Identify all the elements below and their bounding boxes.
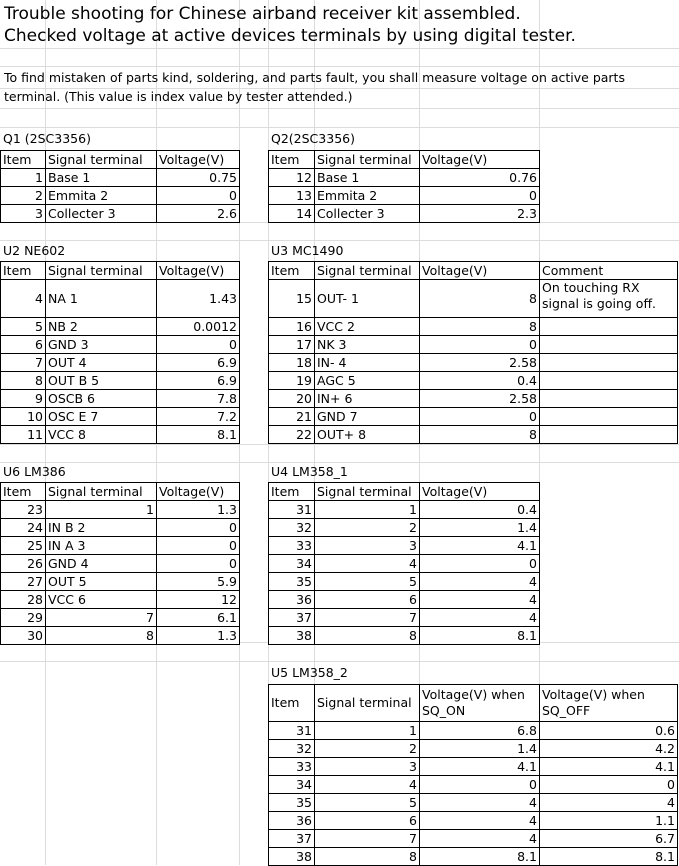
item-cell: 2 (1, 187, 46, 205)
q2-table (268, 150, 540, 223)
item-cell: 34 (269, 776, 315, 794)
item-cell: 35 (269, 794, 315, 812)
signal-cell: NK 3 (315, 336, 420, 354)
table-row (1, 408, 240, 426)
signal-cell: VCC 8 (46, 426, 157, 444)
item-cell: 24 (1, 519, 46, 537)
header-signal: Signal terminal (46, 151, 157, 169)
table-row (1, 169, 240, 187)
item-cell: 37 (269, 830, 315, 848)
intro-line-1: To find mistaken of parts kind, soldering, and parts fault, you shall measure voltage on active parts (4, 70, 625, 85)
item-cell: 34 (269, 555, 315, 573)
signal-cell: IN+ 6 (315, 390, 420, 408)
table-row (269, 848, 678, 866)
voltage-cell: 0 (157, 336, 240, 354)
table-row (1, 501, 240, 519)
u6-table (0, 482, 240, 645)
item-cell: 21 (269, 408, 315, 426)
voltage-cell: 4 (420, 591, 540, 609)
table-header-row (1, 262, 240, 280)
signal-cell: Emmita 2 (315, 187, 420, 205)
table-row (269, 187, 540, 205)
table-row (1, 426, 240, 444)
item-cell: 20 (269, 390, 315, 408)
voltage-cell: 0 (420, 555, 540, 573)
signal-cell: Collecter 3 (315, 205, 420, 223)
signal-cell: IN- 4 (315, 354, 420, 372)
item-cell: 1 (1, 169, 46, 187)
item-cell: 4 (1, 280, 46, 318)
signal-cell: 3 (315, 758, 420, 776)
signal-cell: OUT 5 (46, 573, 157, 591)
u2-title: U2 NE602 (3, 243, 66, 258)
voltage-cell: 0.4 (420, 501, 540, 519)
voltage-cell: 8 (420, 426, 540, 444)
voltage-cell: 8 (420, 318, 540, 336)
signal-cell: Base 1 (315, 169, 420, 187)
comment-cell: On touching RX signal is going off. (540, 280, 678, 318)
u5-table (268, 684, 678, 866)
signal-cell: IN A 3 (46, 537, 157, 555)
item-cell: 36 (269, 812, 315, 830)
voltage-cell: 1.4 (420, 519, 540, 537)
item-cell: 19 (269, 372, 315, 390)
item-cell: 33 (269, 758, 315, 776)
table-row (269, 776, 678, 794)
comment-cell (540, 336, 678, 354)
header-comment: Comment (540, 262, 678, 280)
header-voltage: Voltage(V) (420, 483, 540, 501)
table-row (269, 205, 540, 223)
item-cell: 13 (269, 187, 315, 205)
voltage-cell: 7.8 (157, 390, 240, 408)
signal-cell: OSCB 6 (46, 390, 157, 408)
item-cell: 8 (1, 372, 46, 390)
item-cell: 37 (269, 609, 315, 627)
voltage-cell: 0.0012 (157, 318, 240, 336)
item-cell: 18 (269, 354, 315, 372)
table-row (1, 519, 240, 537)
comment-cell (540, 372, 678, 390)
voltage-off-cell: 0.6 (540, 722, 678, 740)
voltage-cell: 2.58 (420, 354, 540, 372)
signal-cell: 6 (315, 812, 420, 830)
voltage-cell: 8 (420, 280, 540, 318)
table-header-row (1, 151, 240, 169)
voltage-off-cell: 4.1 (540, 758, 678, 776)
item-cell: 22 (269, 426, 315, 444)
header-signal: Signal terminal (46, 262, 157, 280)
title-line-1: Trouble shooting for Chinese airband receiver kit assembled. (4, 4, 521, 24)
voltage-cell: 6.9 (157, 354, 240, 372)
header-item: Item (1, 151, 46, 169)
voltage-off-cell: 0 (540, 776, 678, 794)
table-row (269, 372, 678, 390)
item-cell: 26 (1, 555, 46, 573)
voltage-cell: 0.76 (420, 169, 540, 187)
header-voltage: Voltage(V) (420, 151, 540, 169)
voltage-on-cell: 4 (420, 812, 540, 830)
table-row (269, 555, 540, 573)
header-item: Item (1, 483, 46, 501)
signal-cell: 5 (315, 794, 420, 812)
table-header-row (269, 483, 540, 501)
u2-table (0, 261, 240, 444)
table-row (1, 390, 240, 408)
header-signal: Signal terminal (315, 483, 420, 501)
table-row (1, 555, 240, 573)
item-cell: 14 (269, 205, 315, 223)
table-row (269, 519, 540, 537)
table-row (269, 740, 678, 758)
header-voltage: Voltage(V) (157, 262, 240, 280)
voltage-cell: 4 (420, 573, 540, 591)
item-cell: 23 (1, 501, 46, 519)
item-cell: 30 (1, 627, 46, 645)
voltage-cell: 0 (157, 519, 240, 537)
signal-cell: 8 (315, 848, 420, 866)
voltage-off-cell: 1.1 (540, 812, 678, 830)
signal-cell: IN B 2 (46, 519, 157, 537)
voltage-on-cell: 4 (420, 830, 540, 848)
signal-cell: 4 (315, 776, 420, 794)
signal-cell: 3 (315, 537, 420, 555)
voltage-on-cell: 1.4 (420, 740, 540, 758)
table-row (269, 408, 678, 426)
table-row (269, 318, 678, 336)
comment-cell (540, 354, 678, 372)
voltage-on-cell: 4.1 (420, 758, 540, 776)
q1-table (0, 150, 240, 223)
signal-cell: 7 (315, 609, 420, 627)
header-voltage-sq-off: Voltage(V) when SQ_OFF (540, 685, 678, 722)
table-header-row (1, 483, 240, 501)
header-signal: Signal terminal (46, 483, 157, 501)
voltage-cell: 7.2 (157, 408, 240, 426)
signal-cell: Collecter 3 (46, 205, 157, 223)
table-row (269, 794, 678, 812)
item-cell: 28 (1, 591, 46, 609)
header-voltage-sq-on: Voltage(V) when SQ_ON (420, 685, 540, 722)
table-row (269, 758, 678, 776)
item-cell: 29 (1, 609, 46, 627)
signal-cell: 4 (315, 555, 420, 573)
item-cell: 10 (1, 408, 46, 426)
title-line-2: Checked voltage at active devices terminals by using digital tester. (4, 26, 576, 46)
q2-title: Q2(2SC3356) (271, 131, 355, 146)
header-signal: Signal terminal (315, 151, 420, 169)
item-cell: 15 (269, 280, 315, 318)
comment-cell (540, 318, 678, 336)
voltage-cell: 6.1 (157, 609, 240, 627)
table-row (269, 354, 678, 372)
voltage-cell: 5.9 (157, 573, 240, 591)
item-cell: 16 (269, 318, 315, 336)
signal-cell: 1 (46, 501, 157, 519)
header-item: Item (269, 151, 315, 169)
q1-title: Q1 (2SC3356) (3, 131, 91, 146)
signal-cell: AGC 5 (315, 372, 420, 390)
header-item: Item (269, 685, 315, 722)
table-row (269, 169, 540, 187)
item-cell: 5 (1, 318, 46, 336)
item-cell: 27 (1, 573, 46, 591)
item-cell: 36 (269, 591, 315, 609)
signal-cell: 7 (46, 609, 157, 627)
header-signal: Signal terminal (315, 685, 420, 722)
signal-cell: VCC 6 (46, 591, 157, 609)
voltage-cell: 12 (157, 591, 240, 609)
voltage-cell: 2.3 (420, 205, 540, 223)
voltage-cell: 2.6 (157, 205, 240, 223)
table-row (1, 573, 240, 591)
header-voltage: Voltage(V) (157, 151, 240, 169)
signal-cell: OUT- 1 (315, 280, 420, 318)
item-cell: 17 (269, 336, 315, 354)
intro-line-2: terminal. (This value is index value by tester attended.) (4, 89, 353, 104)
voltage-on-cell: 0 (420, 776, 540, 794)
item-cell: 31 (269, 722, 315, 740)
item-cell: 3 (1, 205, 46, 223)
voltage-off-cell: 4.2 (540, 740, 678, 758)
voltage-cell: 0 (420, 408, 540, 426)
voltage-cell: 0 (157, 537, 240, 555)
signal-cell: GND 7 (315, 408, 420, 426)
u5-title: U5 LM358_2 (271, 665, 348, 680)
table-row (269, 537, 540, 555)
header-voltage: Voltage(V) (420, 262, 540, 280)
u4-title: U4 LM358_1 (271, 464, 348, 479)
table-row (1, 318, 240, 336)
u4-table (268, 482, 540, 645)
voltage-cell: 6.9 (157, 372, 240, 390)
table-header-row (269, 685, 678, 722)
signal-cell: 8 (315, 627, 420, 645)
table-row (269, 627, 540, 645)
table-row (269, 426, 678, 444)
voltage-cell: 0 (157, 555, 240, 573)
item-cell: 38 (269, 848, 315, 866)
item-cell: 33 (269, 537, 315, 555)
voltage-cell: 2.58 (420, 390, 540, 408)
voltage-on-cell: 4 (420, 794, 540, 812)
voltage-on-cell: 6.8 (420, 722, 540, 740)
signal-cell: 8 (46, 627, 157, 645)
table-row (1, 591, 240, 609)
table-row (269, 609, 540, 627)
voltage-cell: 8.1 (157, 426, 240, 444)
comment-cell (540, 390, 678, 408)
item-cell: 35 (269, 573, 315, 591)
voltage-cell: 4 (420, 609, 540, 627)
table-header-row (269, 262, 678, 280)
table-row (269, 591, 540, 609)
table-row (269, 722, 678, 740)
signal-cell: Emmita 2 (46, 187, 157, 205)
table-row (269, 812, 678, 830)
voltage-off-cell: 4 (540, 794, 678, 812)
voltage-cell: 0 (157, 187, 240, 205)
comment-cell (540, 408, 678, 426)
item-cell: 38 (269, 627, 315, 645)
comment-cell (540, 426, 678, 444)
voltage-off-cell: 6.7 (540, 830, 678, 848)
item-cell: 6 (1, 336, 46, 354)
signal-cell: OSC E 7 (46, 408, 157, 426)
signal-cell: 2 (315, 519, 420, 537)
signal-cell: OUT B 5 (46, 372, 157, 390)
u3-table (268, 261, 678, 444)
item-cell: 25 (1, 537, 46, 555)
signal-cell: 2 (315, 740, 420, 758)
signal-cell: GND 3 (46, 336, 157, 354)
header-item: Item (1, 262, 46, 280)
item-cell: 11 (1, 426, 46, 444)
u6-title: U6 LM386 (3, 464, 66, 479)
item-cell: 32 (269, 519, 315, 537)
signal-cell: Base 1 (46, 169, 157, 187)
table-row (269, 390, 678, 408)
item-cell: 31 (269, 501, 315, 519)
item-cell: 7 (1, 354, 46, 372)
signal-cell: NB 2 (46, 318, 157, 336)
item-cell: 12 (269, 169, 315, 187)
table-row (1, 280, 240, 318)
item-cell: 9 (1, 390, 46, 408)
signal-cell: 5 (315, 573, 420, 591)
table-row (1, 205, 240, 223)
voltage-cell: 1.43 (157, 280, 240, 318)
voltage-cell: 1.3 (157, 627, 240, 645)
voltage-cell: 4.1 (420, 537, 540, 555)
voltage-cell: 0 (420, 187, 540, 205)
table-header-row (269, 151, 540, 169)
table-row (269, 336, 678, 354)
voltage-cell: 0.75 (157, 169, 240, 187)
table-row (269, 501, 540, 519)
item-cell: 32 (269, 740, 315, 758)
table-row (1, 609, 240, 627)
voltage-cell: 1.3 (157, 501, 240, 519)
table-row (269, 280, 678, 318)
table-row (1, 372, 240, 390)
table-row (269, 830, 678, 848)
signal-cell: VCC 2 (315, 318, 420, 336)
voltage-cell: 8.1 (420, 627, 540, 645)
voltage-cell: 0 (420, 336, 540, 354)
table-row (1, 187, 240, 205)
signal-cell: OUT 4 (46, 354, 157, 372)
header-signal: Signal terminal (315, 262, 420, 280)
signal-cell: 1 (315, 501, 420, 519)
signal-cell: OUT+ 8 (315, 426, 420, 444)
header-item: Item (269, 483, 315, 501)
signal-cell: NA 1 (46, 280, 157, 318)
table-row (1, 537, 240, 555)
table-row (1, 354, 240, 372)
table-row (269, 573, 540, 591)
voltage-on-cell: 8.1 (420, 848, 540, 866)
table-row (1, 336, 240, 354)
voltage-cell: 0.4 (420, 372, 540, 390)
signal-cell: 1 (315, 722, 420, 740)
voltage-off-cell: 8.1 (540, 848, 678, 866)
signal-cell: GND 4 (46, 555, 157, 573)
header-voltage: Voltage(V) (157, 483, 240, 501)
u3-title: U3 MC1490 (271, 243, 344, 258)
signal-cell: 6 (315, 591, 420, 609)
signal-cell: 7 (315, 830, 420, 848)
header-item: Item (269, 262, 315, 280)
table-row (1, 627, 240, 645)
